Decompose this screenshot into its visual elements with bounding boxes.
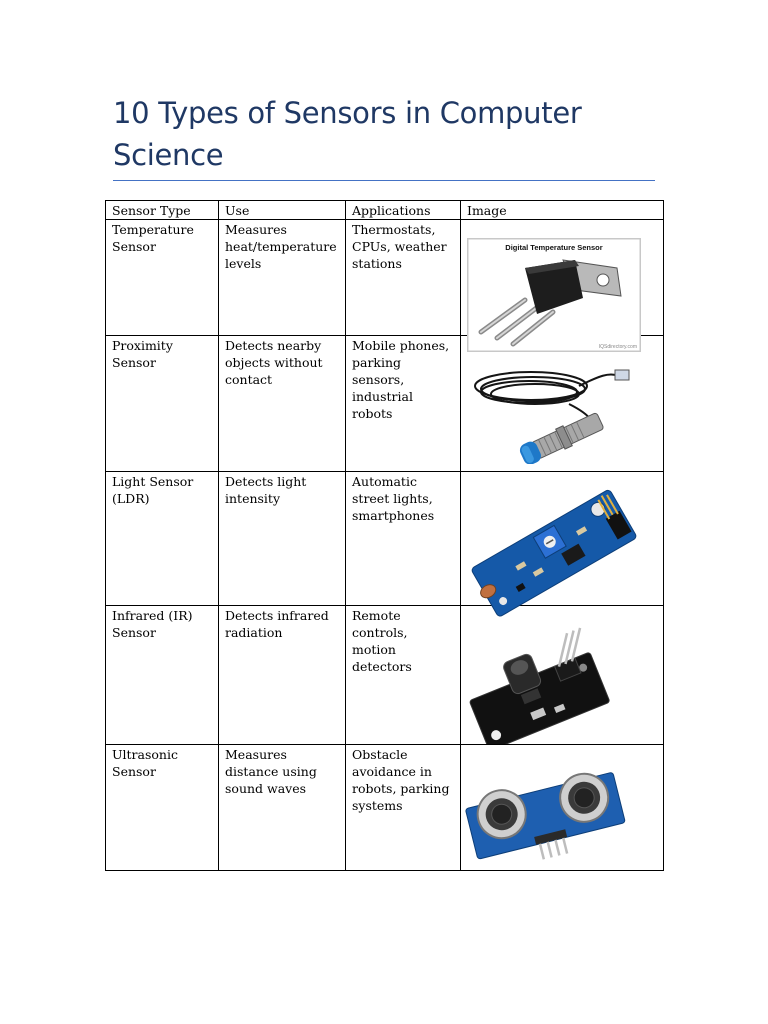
image-cell xyxy=(461,472,664,606)
use-cell: Detects light intensity xyxy=(219,472,346,606)
sensor-type-cell: Light Sensor (LDR) xyxy=(106,472,219,606)
table-row xyxy=(106,745,664,871)
light-sensor-image xyxy=(461,468,641,618)
header-use: Use xyxy=(219,201,346,220)
use-cell: Measures heat/temperature levels xyxy=(219,220,346,336)
table-row xyxy=(106,336,664,472)
image-cell xyxy=(461,336,664,472)
sensor-type-cell: Infrared (IR) Sensor xyxy=(106,606,219,745)
table-row xyxy=(106,472,664,606)
title-underline xyxy=(113,180,655,181)
header-applications: Applications xyxy=(346,201,461,220)
applications-cell: Automatic street lights, smartphones xyxy=(346,472,461,606)
sensor-type-cell: Ultrasonic Sensor xyxy=(106,745,219,871)
image-cell xyxy=(461,220,664,350)
use-cell: Detects nearby objects without contact xyxy=(219,336,346,472)
table-row xyxy=(106,220,664,336)
sensor-type-cell: Proximity Sensor xyxy=(106,336,219,472)
table-header-row xyxy=(106,201,664,220)
image-cell xyxy=(461,606,664,745)
image-cell xyxy=(461,745,664,871)
applications-cell: Remote controls, motion detectors xyxy=(346,606,461,745)
use-cell: Measures distance using sound waves xyxy=(219,745,346,871)
use-cell: Detects infrared radiation xyxy=(219,606,346,745)
applications-cell: Mobile phones, parking sensors, industrial robots xyxy=(346,336,461,472)
sensor-table xyxy=(105,200,664,871)
image-watermark: IQSdirectory.com xyxy=(598,344,637,350)
image-caption: Digital Temperature Sensor xyxy=(505,243,603,252)
table-row xyxy=(106,606,664,745)
applications-cell: Obstacle avoidance in robots, parking systems xyxy=(346,745,461,871)
ir-sensor-image xyxy=(465,626,625,744)
applications-cell: Thermostats, CPUs, weather stations xyxy=(346,220,461,336)
header-sensor-type: Sensor Type xyxy=(106,201,219,220)
ultrasonic-sensor-image xyxy=(463,759,633,865)
sensor-type-cell: Temperature Sensor xyxy=(106,220,219,336)
header-image: Image xyxy=(461,201,664,220)
page-title: 10 Types of Sensors in Computer Science xyxy=(113,96,582,172)
proximity-sensor-image xyxy=(469,364,639,464)
